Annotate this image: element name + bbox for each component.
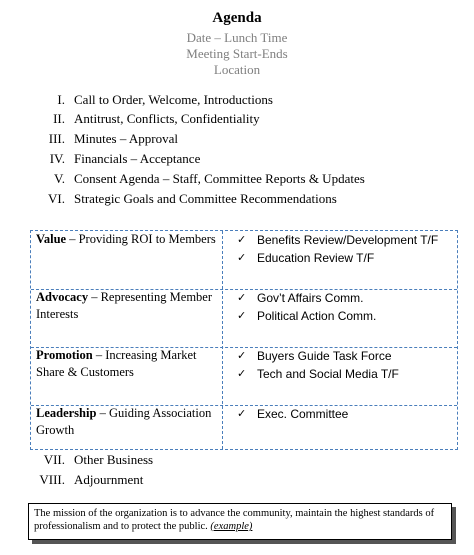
agenda-item-number: II. — [53, 111, 65, 126]
committee-name: Political Action Comm. — [257, 309, 377, 323]
goal-subtext: – Guiding Association Growth — [36, 406, 212, 437]
agenda-item-text: Antitrust, Conflicts, Confidentiality — [74, 111, 260, 126]
committee-item — [237, 349, 453, 367]
committee-name: Gov’t Affairs Comm. — [257, 291, 364, 305]
check-icon: ✓ — [237, 310, 247, 322]
agenda-item — [0, 191, 474, 209]
agenda-item-number: V. — [54, 171, 65, 186]
committee-list — [237, 349, 453, 385]
committee-name: Education Review T/F — [257, 251, 375, 265]
location-line: Location — [213, 62, 261, 77]
committee-item — [237, 309, 453, 327]
committee-item — [237, 251, 453, 269]
agenda-item-text: Adjournment — [74, 472, 144, 487]
agenda-item — [0, 151, 474, 169]
agenda-item-number: VIII. — [39, 472, 65, 487]
mission-statement-text: The mission of the organization is to advance the community, maintain the highest standards of professionalism and to protect the public. — [34, 508, 435, 532]
example-note: (example) — [210, 521, 253, 532]
goal-heading: Leadership — [36, 406, 97, 420]
agenda-item — [0, 111, 474, 129]
goal-description — [36, 231, 220, 248]
agenda-item-text: Call to Order, Welcome, Introductions — [74, 92, 273, 107]
committee-list — [237, 291, 453, 327]
agenda-item-number: IV. — [49, 151, 65, 166]
agenda-item — [0, 131, 474, 149]
agenda-item — [0, 452, 474, 470]
committee-item — [237, 407, 453, 425]
agenda-item-text: Consent Agenda – Staff, Committee Reports & Updates — [74, 171, 365, 186]
check-icon: ✓ — [237, 408, 247, 420]
committee-name: Tech and Social Media T/F — [257, 367, 399, 381]
check-icon: ✓ — [237, 252, 247, 264]
agenda-item-text: Other Business — [74, 452, 154, 467]
goal-description — [36, 289, 220, 323]
committee-item — [237, 367, 453, 385]
meeting-time-line: Meeting Start-Ends — [186, 46, 288, 61]
committee-name: Exec. Committee — [257, 407, 349, 421]
committee-item — [237, 291, 453, 309]
agenda-item-number: I. — [57, 92, 65, 107]
goal-heading: Advocacy — [36, 290, 89, 304]
agenda-item-text: Minutes – Approval — [74, 131, 178, 146]
agenda-item-number: III. — [48, 131, 65, 146]
agenda-item-text: Strategic Goals and Committee Recommendations — [74, 191, 337, 206]
check-icon: ✓ — [237, 292, 247, 304]
committee-name: Benefits Review/Development T/F — [257, 233, 439, 247]
goal-heading: Promotion — [36, 348, 93, 362]
goal-description — [36, 347, 220, 381]
committee-item — [237, 233, 453, 251]
date-line: Date – Lunch Time — [186, 30, 288, 45]
committee-name: Buyers Guide Task Force — [257, 349, 392, 363]
committee-list — [237, 407, 453, 425]
agenda-item-number: VI. — [48, 191, 65, 206]
agenda-item — [0, 92, 474, 110]
committee-list — [237, 233, 453, 269]
strategic-goals-table — [30, 230, 458, 450]
agenda-title: Agenda — [212, 10, 262, 26]
agenda-item-text: Financials – Acceptance — [74, 151, 201, 166]
mission-statement-box — [28, 503, 452, 540]
goal-description — [36, 405, 220, 439]
goal-subtext: – Representing Member Interests — [36, 290, 213, 321]
goal-subtext: – Increasing Market Share & Customers — [36, 348, 197, 379]
goal-heading: Value — [36, 232, 67, 246]
column-divider — [222, 231, 223, 449]
agenda-item — [0, 472, 474, 490]
check-icon: ✓ — [237, 234, 247, 246]
agenda-item — [0, 171, 474, 189]
goal-subtext: – Providing ROI to Members — [66, 232, 216, 246]
agenda-item-number: VII. — [43, 452, 65, 467]
check-icon: ✓ — [237, 368, 247, 380]
check-icon: ✓ — [237, 350, 247, 362]
